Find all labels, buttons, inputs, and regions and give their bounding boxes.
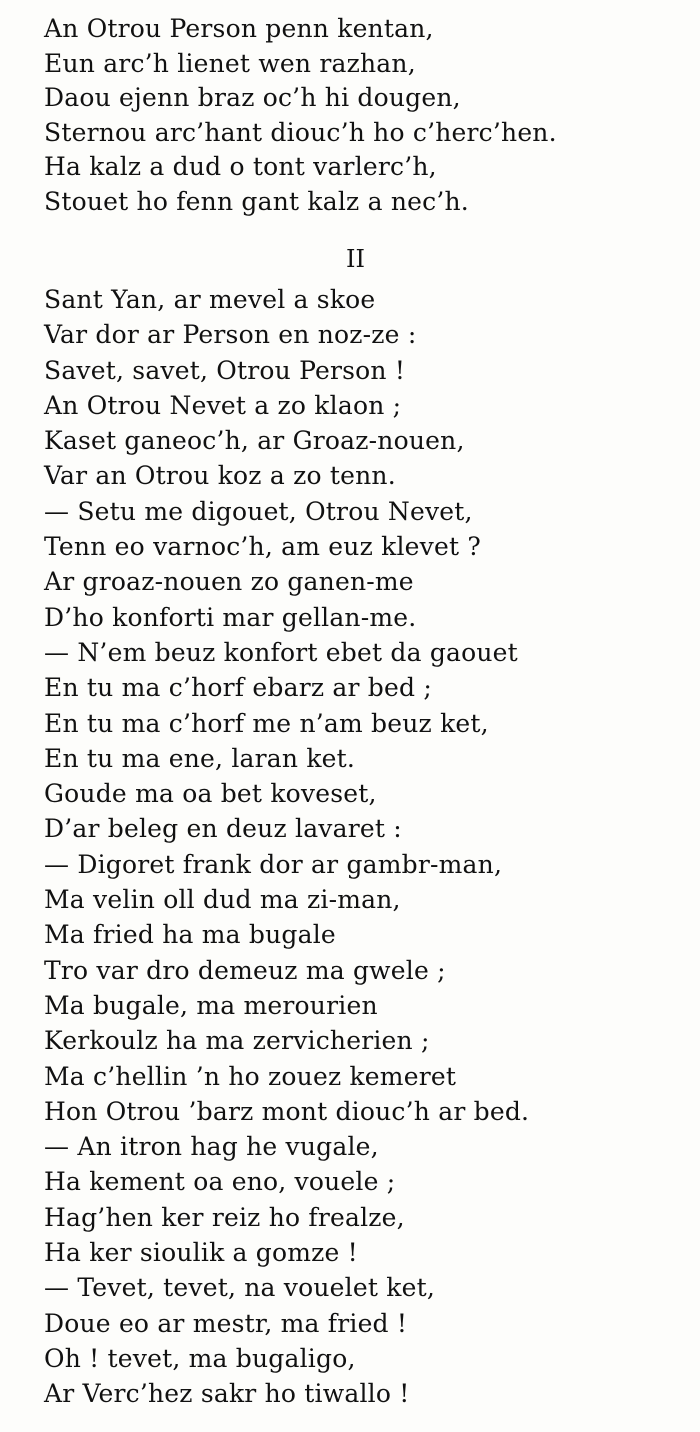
verse-line: Tenn eo varnoc’h, am euz klevet ? [44,532,481,562]
verse-line: — Setu me digouet, Otrou Nevet, [44,496,473,526]
verse-line: Oh ! tevet, ma bugaligo, [44,1343,356,1373]
verse-line: Savet, savet, Otrou Person ! [44,355,406,385]
verse-line: Kerkoulz ha ma zervicherien ; [44,1026,430,1056]
verse-line: Kaset ganeoc’h, ar Groaz-nouen, [44,426,465,456]
verse-line: Tro var dro demeuz ma gwele ; [44,955,446,985]
verse-line: Ma bugale, ma merourien [44,990,378,1020]
verse-line: Ar groaz-nouen zo ganen-me [44,567,414,597]
verse-line: D’ho konforti mar gellan-me. [44,602,417,632]
verse-line: Var an Otrou koz a zo tenn. [44,461,396,491]
verse-line: Ha kalz a dud o tont varlerc’h, [44,152,437,182]
verse-line: Hag’hen ker reiz ho frealze, [44,1202,405,1232]
verse-line: Ma c’hellin ’n ho zouez kemeret [44,1061,457,1091]
section-numeral: II [346,245,365,273]
verse-line: Eun arc’h lienet wen razhan, [44,48,416,78]
verse-line: Sternou arc’hant diouc’h ho c’herc’hen. [44,117,557,147]
verse-line: Daou ejenn braz oc’h hi dougen, [44,83,461,113]
verse-line: Goude ma oa bet koveset, [44,779,377,809]
verse-line: Ha ker sioulik a gomze ! [44,1238,358,1268]
verse-line: Ha kement oa eno, vouele ; [44,1167,396,1197]
verse-line: — An itron hag he vugale, [44,1132,379,1162]
verse-line: — Tevet, tevet, na vouelet ket, [44,1273,435,1303]
stanza-2 [44,282,529,1412]
verse-line: Stouet ho fenn gant kalz a nec’h. [44,186,469,216]
verse-line: Var dor ar Person en noz-ze : [44,320,417,350]
verse-line: En tu ma ene, laran ket. [44,743,356,773]
verse-line: Hon Otrou ’barz mont diouc’h ar bed. [44,1096,530,1126]
verse-line: D’ar beleg en deuz lavaret : [44,814,402,844]
verse-line: An Otrou Person penn kentan, [44,14,434,43]
verse-line: An Otrou Nevet a zo klaon ; [44,390,402,420]
verse-line: — Digoret frank dor ar gambr-man, [44,849,503,879]
verse-line: En tu ma c’horf me n’am beuz ket, [44,708,489,738]
stanza-1 [44,12,557,220]
verse-line: Ar Verc’hez sakr ho tiwallo ! [44,1379,410,1409]
verse-line: Ma fried ha ma bugale [44,920,336,950]
verse-line: En tu ma c’horf ebarz ar bed ; [44,673,432,703]
verse-line: Sant Yan, ar mevel a skoe [44,285,376,314]
verse-line: Ma velin oll dud ma zi-man, [44,885,401,915]
verse-line: Doue eo ar mestr, ma fried ! [44,1308,408,1338]
verse-line: — N’em beuz konfort ebet da gaouet [44,637,518,667]
